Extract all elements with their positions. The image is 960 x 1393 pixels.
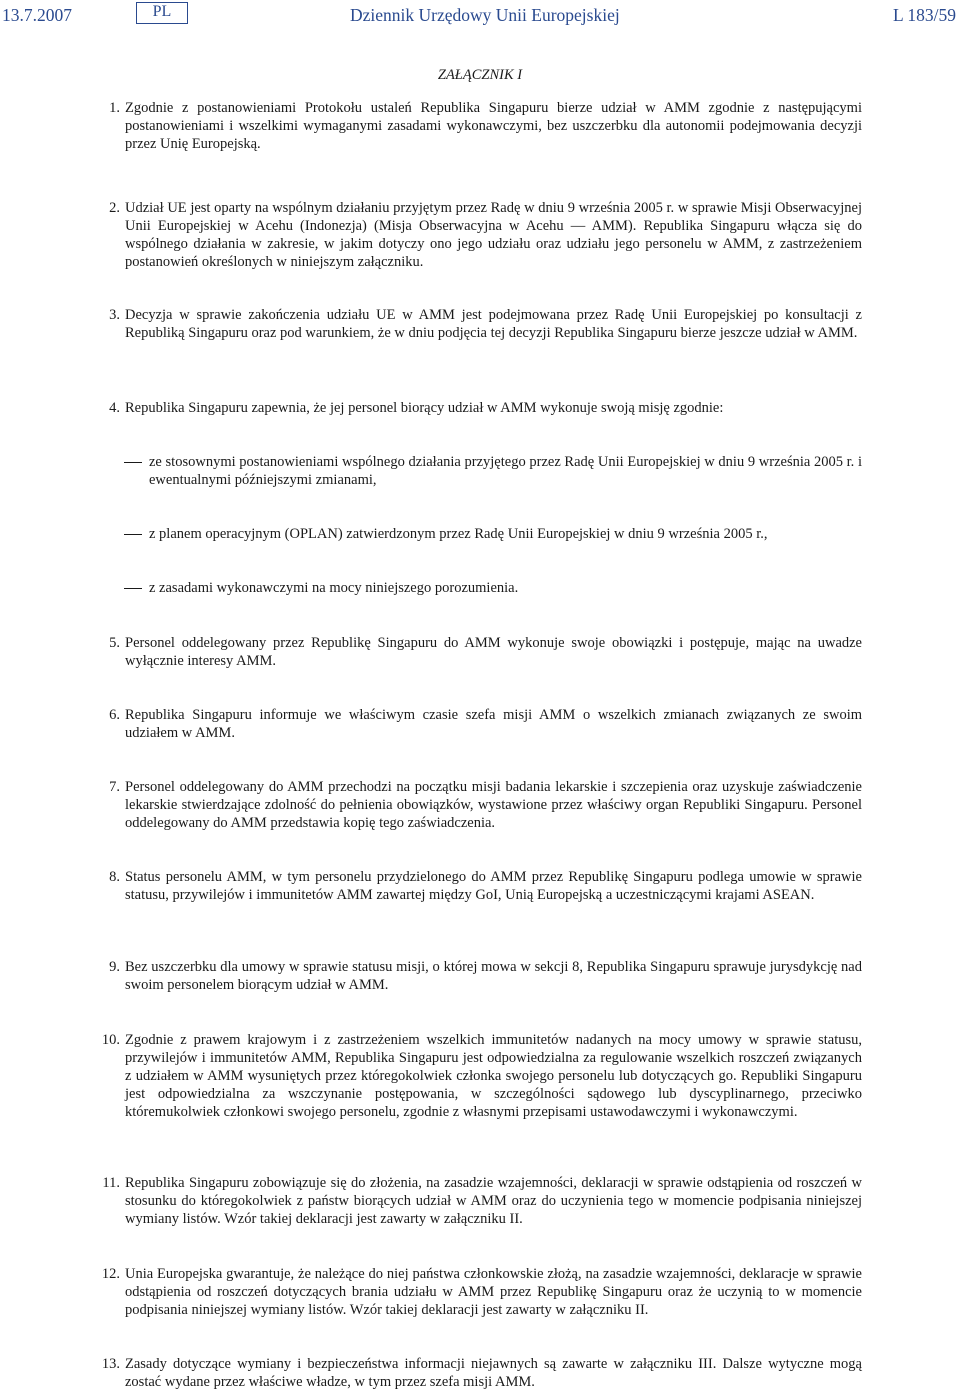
indent-text: z planem operacyjnym (OPLAN) zatwierdzonym przez Radę Unii Europejskiej w dniu 9 września 2005 r., — [149, 526, 768, 542]
paragraph-number: 2. — [109, 200, 120, 216]
page-reference: L 183/59 — [892, 5, 956, 25]
language-code: PL — [136, 2, 188, 24]
journal-title: Dziennik Urzędowy Unii Europejskiej — [350, 5, 620, 25]
paragraph-text: Decyzja w sprawie zakończenia udziału UE w AMM jest podejmowana przez Radę Unii Europejskiej po konsultacji z Republiką Singapuru oraz pod warunkiem, że w dniu podjęcia tej decyzji Republika Singapuru bierze jeszcze udział w AMM. — [125, 307, 862, 341]
indent-text: z zasadami wykonawczymi na mocy niniejszego porozumienia. — [149, 580, 519, 596]
dash-marker — [124, 588, 142, 589]
paragraph-number: 10. — [101, 1032, 120, 1048]
paragraph-number: 12. — [101, 1266, 120, 1282]
paragraph-text: Personel oddelegowany do AMM przechodzi na początku misji badania lekarskie i szczepienia oraz uzyskuje zaświadczenie lekarskie stwierdzające zdolność do pełnienia obowiązków, wystawione przez właściwy organ Republiki Singapuru. Personel oddelegowany do AMM przedstawia kopię tego zaświadczenia. — [125, 779, 862, 831]
dash-marker — [124, 534, 142, 535]
paragraph-text: Unia Europejska gwarantuje, że należące do niej państwa członkowskie złożą, na zasadzie wzajemności, deklaracje w sprawie odstąpienia od roszczeń dotyczących brania udziału w AMM przez Republikę Singapuru oraz że uczynią to w momencie podpisania niniejszej wymiany listów. Wzór takiej deklaracji jest zawarty w załączniku II. — [125, 1266, 862, 1318]
paragraph-text: Republika Singapuru zapewnia, że jej personel biorący udział w AMM wykonuje swoją misję zgodnie: — [125, 400, 724, 416]
annex-title: ZAŁĄCZNIK I — [437, 67, 523, 83]
paragraph-number: 4. — [109, 400, 120, 416]
dash-marker — [124, 462, 142, 463]
paragraph-text: Zasady dotyczące wymiany i bezpieczeństwa informacji niejawnych są zawarte w załączniku III. Dalsze wytyczne mogą zostać wydane przez właściwe władze, w tym przez szefa misji AMM. — [125, 1356, 862, 1390]
paragraph-number: 9. — [109, 959, 120, 975]
paragraph-number: 5. — [109, 635, 120, 651]
paragraph-text: Bez uszczerbku dla umowy w sprawie statusu misji, o której mowa w sekcji 8, Republika Singapuru sprawuje jurysdykcję nad swoim personelem biorącym udział w AMM. — [125, 959, 862, 993]
paragraph-number: 7. — [109, 779, 120, 795]
paragraph-number: 1. — [109, 100, 120, 116]
paragraph-number: 8. — [109, 869, 120, 885]
paragraph-number: 3. — [109, 307, 120, 323]
paragraph-number: 13. — [101, 1356, 120, 1372]
indent-text: ze stosownymi postanowieniami wspólnego działania przyjętego przez Radę Unii Europejskiej w dniu 9 września 2005 r. i ewentualnymi późniejszymi zmianami, — [149, 454, 862, 488]
paragraph-text: Udział UE jest oparty na wspólnym działaniu przyjętym przez Radę w dniu 9 września 2005 r. w sprawie Misji Obserwacyjnej Unii Europejskiej w Acehu (Indonezja) (Misja Obserwacyjna w Acehu — AMM). Republika Singapuru włącza się do wspólnego działania w zakresie, w jakim dotyczy ono jego udziału oraz udziału jego personelu w AMM, z zastrzeżeniem postanowień określonych w niniejszym załączniku. — [125, 200, 862, 270]
paragraph-text: Zgodnie z prawem krajowym i z zastrzeżeniem wszelkich immunitetów nadanych na mocy umowy w sprawie statusu, przywilejów i immunitetów AMM, Republika Singapuru jest odpowiedzialna za regulowanie wszelkich roszczeń związanych z udziałem w AMM wysuniętych przez któregokolwiek członka swojego personelu lub dotyczących go. Republiki Singapuru jest odpowiedzialna za wszczynanie postępowania, w szczególności sądowego lub dyscyplinarnego, przeciwko któremukolwiek członkowi swojego personelu, zgodnie z własnymi przepisami ustawodawczymi i wykonawczymi. — [125, 1032, 862, 1120]
paragraph-text: Status personelu AMM, w tym personelu przydzielonego do AMM przez Republikę Singapuru podlega umowie w sprawie statusu, przywilejów i immunitetów AMM zawartej między GoI, Unią Europejską a uczestniczącymi krajami ASEAN. — [125, 869, 862, 903]
paragraph-text: Republika Singapuru informuje we właściwym czasie szefa misji AMM o wszelkich zmianach związanych ze swoim udziałem w AMM. — [125, 707, 862, 741]
paragraph-number: 11. — [102, 1175, 120, 1191]
paragraph-number: 6. — [109, 707, 120, 723]
page-header — [0, 4, 960, 28]
paragraph-text: Personel oddelegowany przez Republikę Singapuru do AMM wykonuje swoje obowiązki i postępuje, mając na uwadze wyłącznie interesy AMM. — [125, 635, 862, 669]
paragraph-text: Republika Singapuru zobowiązuje się do złożenia, na zasadzie wzajemności, deklaracji w sprawie odstąpienia od roszczeń w stosunku do któregokolwiek z państw biorących udział w AMM oraz do uczynienia tego w momencie podpisania niniejszej wymiany listów. Wzór takiej deklaracji jest zawarty w załączniku II. — [125, 1175, 862, 1227]
publication-date: 13.7.2007 — [2, 5, 72, 25]
paragraph-text: Zgodnie z postanowieniami Protokołu ustaleń Republika Singapuru bierze udział w AMM zgodnie z następującymi postanowieniami i wszelkimi wymaganymi zasadami wykonawczymi, bez uszczerbku dla autonomii podejmowania decyzji przez Unię Europejską. — [125, 100, 862, 152]
